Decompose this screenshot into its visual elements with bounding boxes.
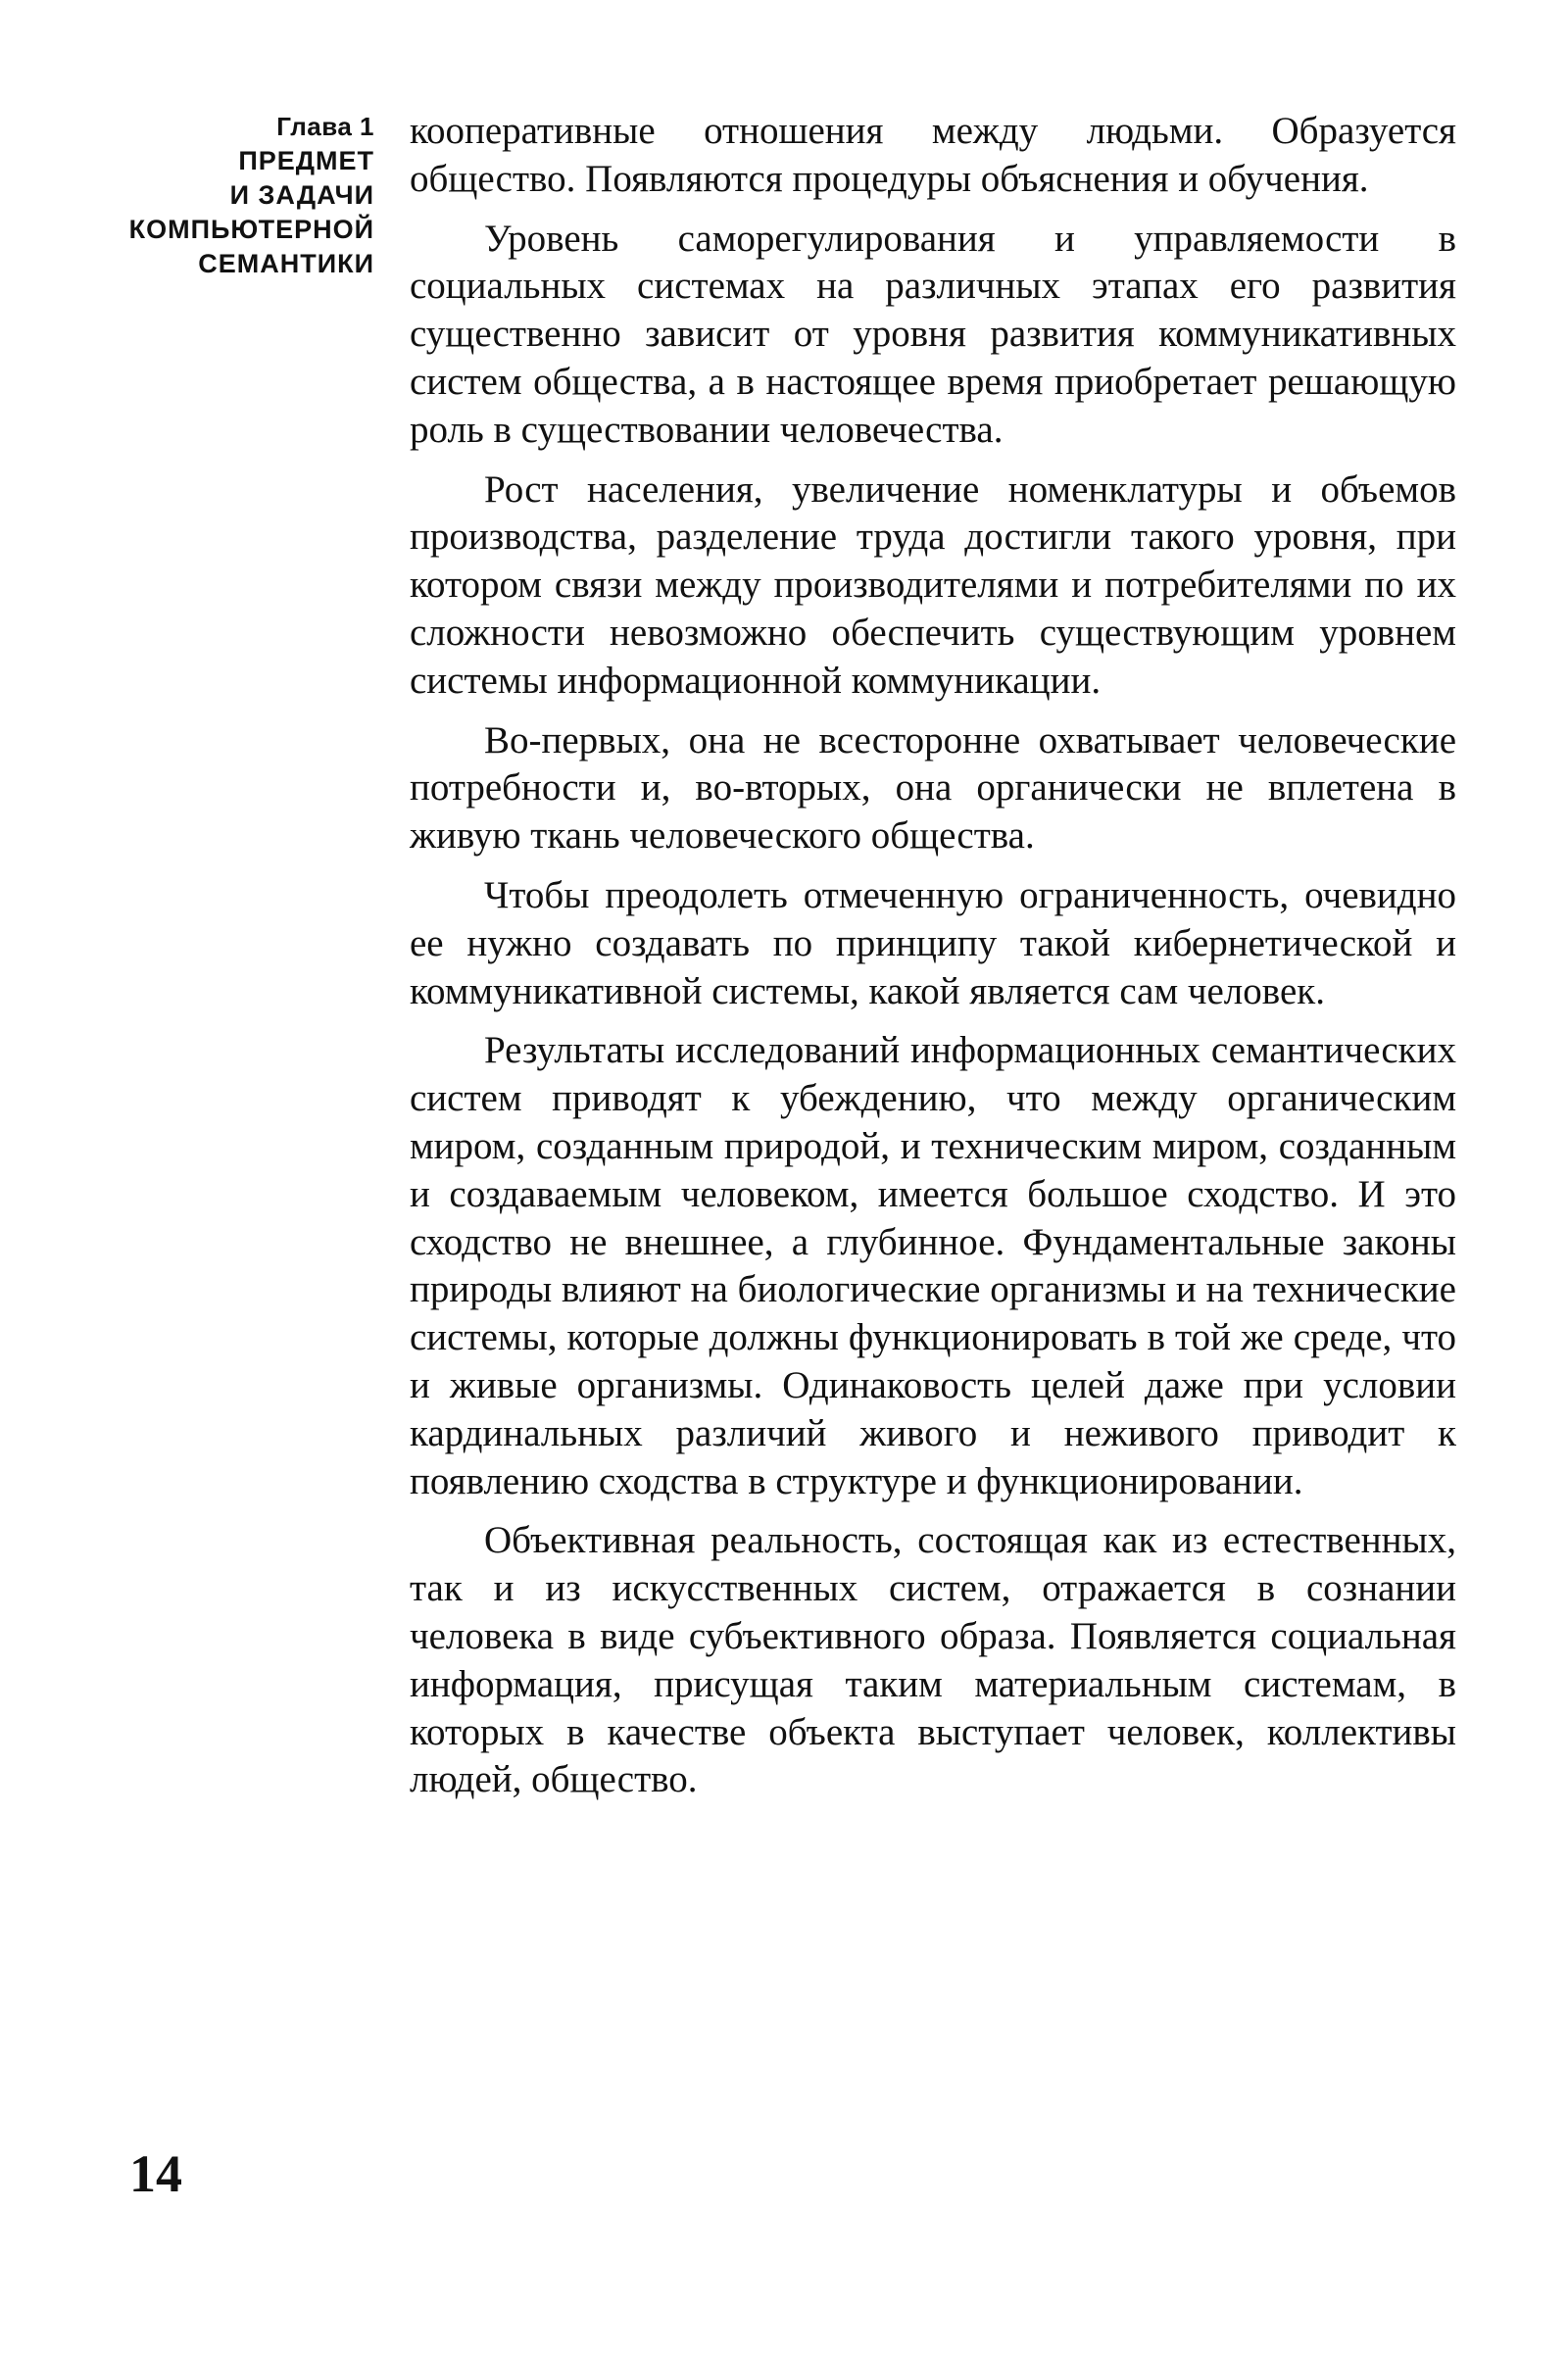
page-number: 14: [129, 2144, 182, 2203]
paragraph: Рост населения, увеличение номенклатуры и объемов производства, разделение труда достигли такого уровня, при котором связи между производителями и потребителями по их сложности невозможно обеспечить существующим уровнем системы информационной коммуникации.: [410, 467, 1456, 702]
chapter-title-line: СЕМАНТИКИ: [198, 249, 374, 278]
chapter-title-line: ПРЕДМЕТ: [238, 146, 374, 175]
chapter-header: [59, 110, 374, 281]
paragraph: Уровень саморегулирования и управляемости в социальных системах на различных этапах его развития существенно зависит от уровня развития коммуникативных систем общества, а в настоящее время приобретает решающую роль в существовании человечества.: [410, 217, 1456, 451]
paragraph: Чтобы преодолеть отмеченную ограниченность, очевидно ее нужно создавать по принципу такой кибернетической и коммуникативной системы, какой является сам человек.: [410, 873, 1456, 1012]
paragraph: Во-первых, она не всесторонне охватывает человеческие потребности и, во-вторых, она органически не вплетена в живую ткань человеческого общества.: [410, 718, 1456, 858]
paragraph: Результаты исследований информационных семантических систем приводят к убеждению, что между органическим миром, созданным природой, и техническим миром, созданным и создаваемым человеком, имеется большое сходство. И это сходство не внешнее, а глубинное. Фундаментальные законы природы влияют на биологические организмы и на технические системы, которые должны функционировать в той же среде, что и живые организмы. Одинаковость целей даже при условии кардинальных различий живого и неживого приводит к появлению сходства в структуре и функционировании.: [410, 1029, 1456, 1502]
chapter-label: Глава 1: [276, 112, 374, 141]
body-text: [410, 108, 1456, 1816]
chapter-title-line: КОМПЬЮТЕРНОЙ: [128, 215, 374, 244]
paragraph: Объективная реальность, состоящая как из естественных, так и из искусственных систем, отражается в сознании человека в виде субъективного образа. Появляется социальная информация, присущая таким материальным системам, в которых в качестве объекта выступает человек, коллективы людей, общество.: [410, 1519, 1456, 1801]
chapter-title-line: И ЗАДАЧИ: [229, 180, 374, 210]
paragraph: кооперативные отношения между людьми. Образуется общество. Появляются процедуры объяснения и обучения.: [410, 110, 1456, 200]
